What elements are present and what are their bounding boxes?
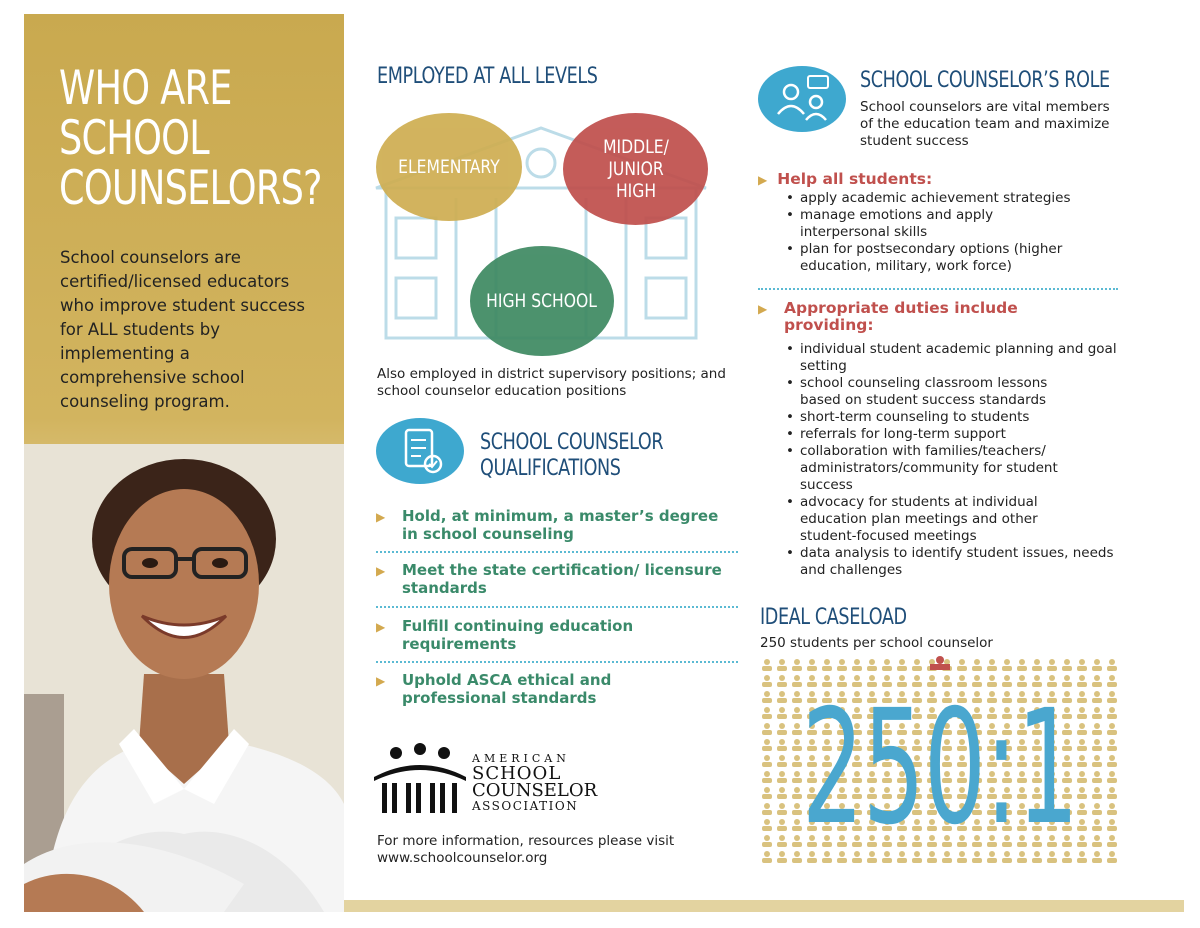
divider	[758, 288, 1118, 290]
level-high-school: HIGH SCHOOL	[470, 246, 614, 356]
list-item: • short-term counseling to students	[786, 409, 1122, 426]
help-header: ▶ Help all students:	[758, 170, 933, 188]
asca-logo-text: AMERICAN SCHOOL COUNSELOR ASSOCIATION	[472, 752, 598, 813]
left-panel	[24, 14, 344, 912]
divider	[376, 606, 738, 608]
list-item: • referrals for long-term support	[786, 426, 1122, 443]
intro-text: School counselors are certified/licensed educators who improve student success for ALL students by implementing a comprehensive school counseling program.	[60, 248, 305, 411]
list-item: • apply academic achievement strategies	[786, 190, 1116, 207]
qualification-item: ▶ Meet the state certification/ licensure standards	[376, 561, 722, 597]
counselor-meeting-icon	[758, 66, 846, 132]
employed-title: EMPLOYED AT ALL LEVELS	[377, 64, 598, 89]
qualification-item: ▶ Uphold ASCA ethical and professional standards	[376, 671, 612, 707]
list-item: • advocacy for students at individual education plan meetings and other student-focused meetings	[786, 494, 1090, 545]
main-title: WHO ARE SCHOOL COUNSELORS?	[59, 61, 322, 216]
checklist-icon	[376, 418, 464, 484]
counselor-portrait	[24, 444, 344, 912]
list-item: • plan for postsecondary options (higher education, military, work force)	[786, 241, 1116, 275]
divider	[376, 551, 738, 553]
more-info-text: For more information, resources please visit www.schoolcounselor.org	[377, 833, 675, 866]
list-item: • individual student academic planning and goal setting	[786, 341, 1122, 375]
duties-header: ▶ Appropriate duties include providing:	[758, 299, 1018, 334]
list-item: • data analysis to identify student issues, needs and challenges	[786, 545, 1122, 579]
asca-logo-icon	[374, 743, 466, 815]
role-subtitle: School counselors are vital members of the education team and maximize student success	[860, 99, 1110, 149]
list-item: • manage emotions and apply interpersonal skills	[786, 207, 1030, 241]
divider	[376, 661, 738, 663]
help-list	[786, 190, 1116, 275]
duties-list	[786, 341, 1122, 579]
ratio-display: 250:1	[801, 676, 1079, 860]
caseload-title: IDEAL CASELOAD	[760, 605, 907, 630]
level-middle-junior-high: MIDDLE/ JUNIOR HIGH	[563, 113, 708, 225]
qualification-item: ▶ Hold, at minimum, a master’s degree in school counseling	[376, 507, 719, 543]
footer-bar	[344, 900, 1184, 912]
qualification-item: ▶ Fulfill continuing education requirements	[376, 617, 634, 653]
list-item: • collaboration with families/teachers/ administrators/community for student success	[786, 443, 1100, 494]
qualifications-title: SCHOOL COUNSELOR QUALIFICATIONS	[480, 430, 664, 481]
also-employed-text: Also employed in district supervisory positions; and school counselor education positions	[377, 366, 726, 399]
list-item: • school counseling classroom lessons based on student success standards	[786, 375, 1090, 409]
level-elementary: ELEMENTARY	[376, 113, 522, 221]
caseload-subtitle: 250 students per school counselor	[760, 635, 993, 651]
role-title: SCHOOL COUNSELOR’S ROLE	[860, 68, 1110, 93]
